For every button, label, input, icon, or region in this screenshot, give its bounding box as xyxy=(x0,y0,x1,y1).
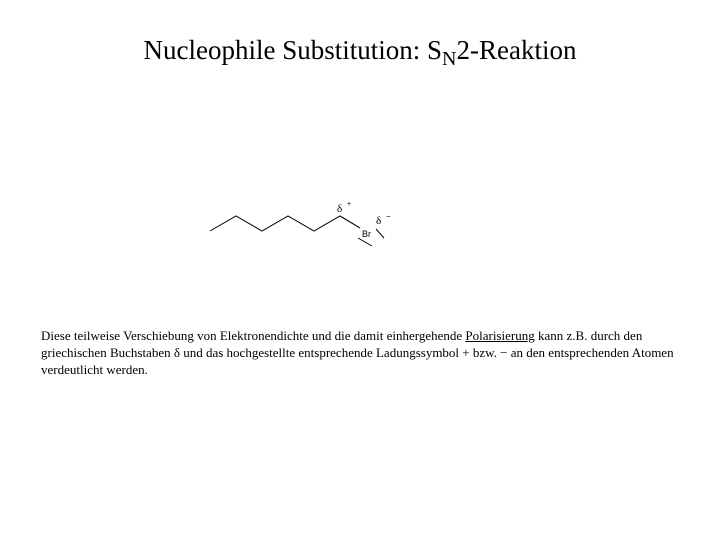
bromine-atom-label: Br xyxy=(362,229,371,239)
paragraph-text-start: Diese teilweise Verschiebung von Elektronendichte und die damit einhergehende xyxy=(41,328,466,343)
delta-minus-symbol: δ xyxy=(376,215,382,227)
delta-plus-sign: + xyxy=(347,201,352,208)
br-lone-pair-left xyxy=(358,238,372,246)
title-suffix: 2-Reaktion xyxy=(456,35,577,65)
polarisierung-link[interactable]: Polarisierung xyxy=(465,328,535,343)
bromoalkane-structure xyxy=(200,195,400,250)
delta-minus-sign: − xyxy=(386,212,391,221)
explanation-paragraph xyxy=(41,327,701,378)
paragraph-text-end: kann z.B. durch den griechischen Buchstaben δ und das hochgestellte entsprechende Ladungssymbol + bzw. − an den entsprechenden Atomen verdeutlicht werden. xyxy=(41,328,674,377)
carbon-chain xyxy=(210,216,360,231)
title-subscript: N xyxy=(442,48,457,70)
c-br-bond xyxy=(340,216,360,228)
br-lone-pair-right xyxy=(376,229,384,238)
title-prefix: Nucleophile Substitution: S xyxy=(143,35,443,65)
slide-title xyxy=(0,30,720,79)
delta-plus-symbol: δ xyxy=(337,203,343,215)
